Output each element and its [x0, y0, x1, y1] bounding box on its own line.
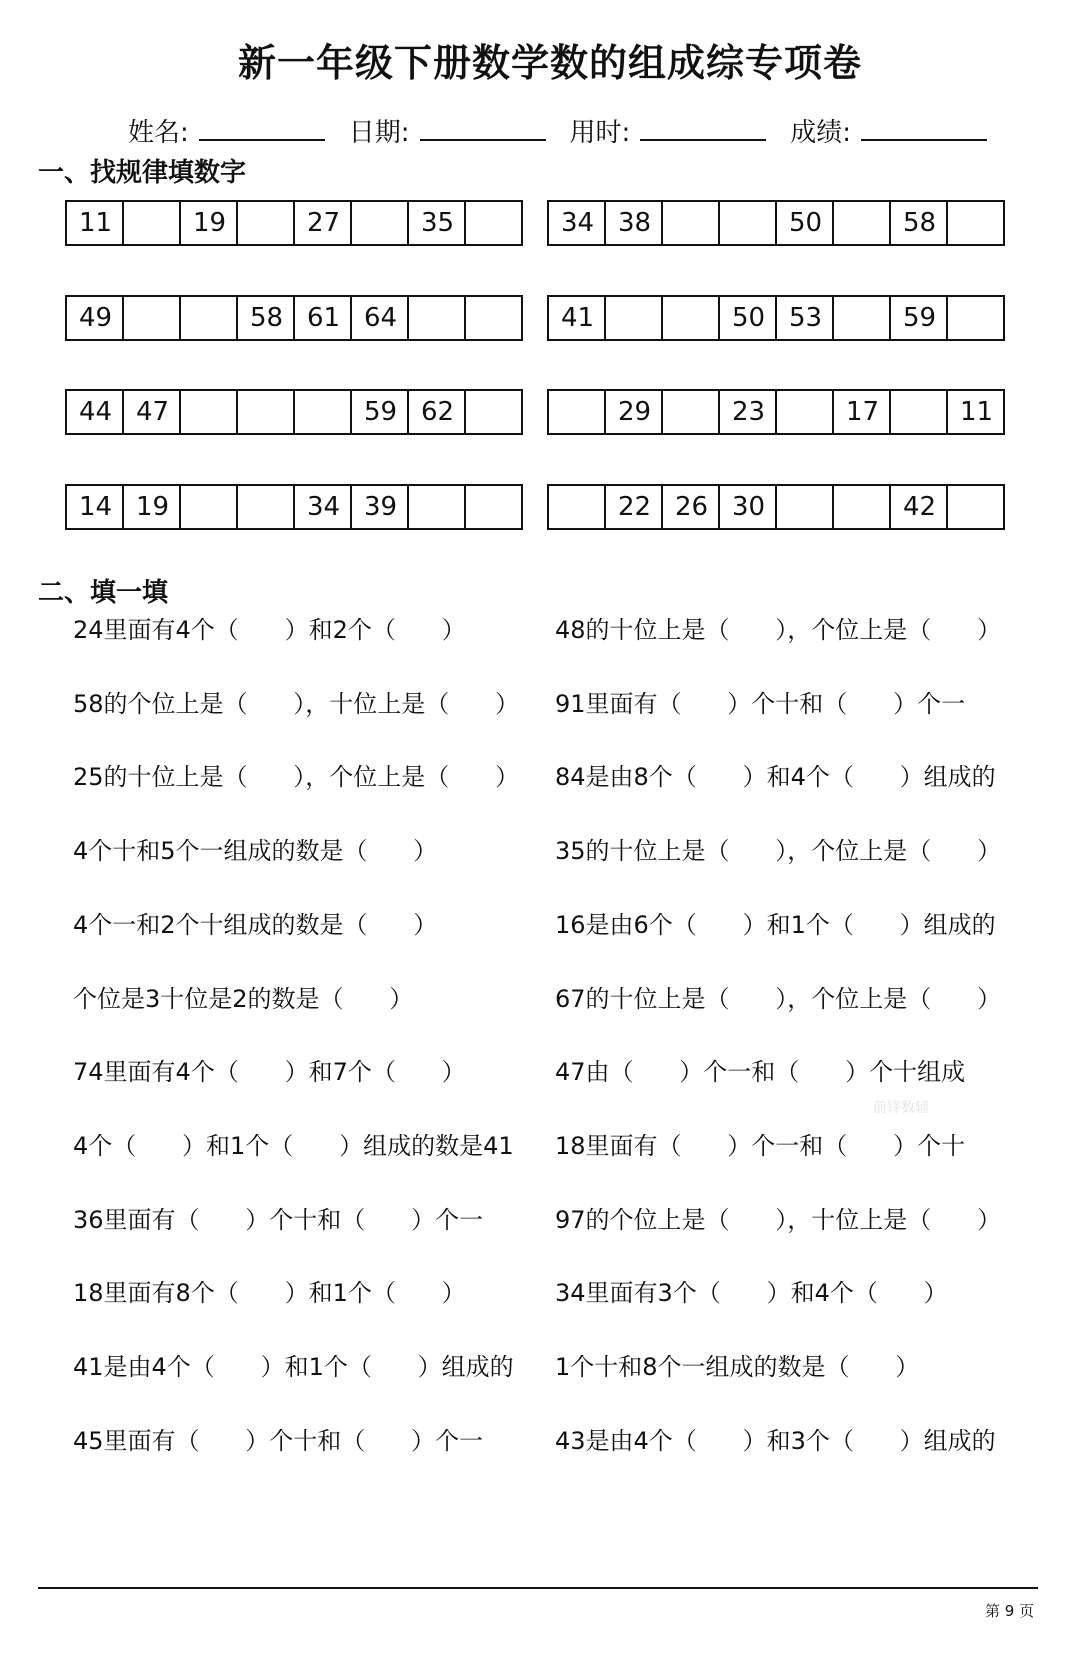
sequence-cell: 59 — [352, 391, 409, 433]
question-item: 25的十位上是（ ），个位上是（ ） — [73, 763, 520, 791]
date-blank[interactable] — [420, 115, 546, 141]
question-item: 36里面有（ ）个十和（ ）个一 — [73, 1206, 484, 1234]
sequence-blank-cell[interactable] — [181, 391, 238, 433]
question-item: 24里面有4个（ ）和2个（ ） — [73, 616, 466, 644]
sequence-cell: 23 — [720, 391, 777, 433]
footer-divider — [38, 1587, 1038, 1589]
sequence-blank-cell[interactable] — [181, 297, 238, 339]
page-number: 第 9 页 — [985, 1602, 1035, 1620]
sequence-cell: 50 — [777, 202, 834, 244]
sequence-blank-cell[interactable] — [891, 391, 948, 433]
sequence-row — [547, 295, 1005, 341]
sequence-cell: 39 — [352, 486, 409, 528]
sequence-cell: 64 — [352, 297, 409, 339]
sequence-cell: 27 — [295, 202, 352, 244]
sequence-row — [547, 484, 1005, 530]
sequence-cell: 14 — [67, 486, 124, 528]
sequence-blank-cell[interactable] — [124, 202, 181, 244]
question-item: 35的十位上是（ ），个位上是（ ） — [555, 837, 1002, 865]
sequence-blank-cell[interactable] — [777, 486, 834, 528]
sequence-cell: 49 — [67, 297, 124, 339]
student-info — [128, 112, 997, 149]
sequence-blank-cell[interactable] — [834, 297, 891, 339]
question-item: 58的个位上是（ ），十位上是（ ） — [73, 690, 520, 718]
sequence-cell: 42 — [891, 486, 948, 528]
score-blank[interactable] — [861, 115, 987, 141]
sequence-blank-cell[interactable] — [834, 202, 891, 244]
question-item: 18里面有8个（ ）和1个（ ） — [73, 1279, 466, 1307]
sequence-cell: 47 — [124, 391, 181, 433]
sequence-cell: 11 — [960, 397, 994, 427]
time-label: 用时: — [569, 118, 631, 148]
name-label: 姓名: — [128, 118, 189, 148]
question-item: 91里面有（ ）个十和（ ）个一 — [555, 690, 966, 718]
sequence-cell: 41 — [549, 297, 606, 339]
sequence-row — [65, 295, 523, 341]
question-item: 41是由4个（ ）和1个（ ）组成的 — [73, 1353, 514, 1381]
sequence-cell: 34 — [295, 486, 352, 528]
question-item: 74里面有4个（ ）和7个（ ） — [73, 1058, 466, 1086]
time-field — [570, 112, 767, 149]
time-blank[interactable] — [640, 115, 766, 141]
sequence-blank-cell[interactable] — [549, 486, 606, 528]
sequence-blank-cell[interactable] — [466, 202, 521, 244]
sequence-blank-cell[interactable] — [549, 391, 606, 433]
question-item: 43是由4个（ ）和3个（ ）组成的 — [555, 1427, 996, 1455]
sequence-blank-cell[interactable] — [181, 486, 238, 528]
sequence-row — [65, 389, 523, 435]
question-item: 67的十位上是（ ），个位上是（ ） — [555, 985, 1002, 1013]
question-item: 45里面有（ ）个十和（ ）个一 — [73, 1427, 484, 1455]
date-field — [349, 112, 546, 149]
sequence-blank-cell[interactable] — [238, 202, 295, 244]
question-item: 4个一和2个十组成的数是（ ） — [73, 911, 438, 939]
sequence-row — [547, 200, 1005, 246]
sequence-cell: 34 — [549, 202, 606, 244]
question-item: 18里面有（ ）个一和（ ）个十 — [555, 1132, 966, 1160]
sequence-blank-cell[interactable] — [238, 391, 295, 433]
sequence-blank-cell[interactable] — [238, 486, 295, 528]
sequence-blank-cell[interactable] — [663, 391, 720, 433]
name-field — [128, 112, 325, 149]
sequence-row — [547, 389, 1005, 435]
watermark: 前锋数辅 — [873, 1100, 929, 1116]
sequence-blank-cell[interactable] — [834, 486, 891, 528]
sequence-cell: 44 — [67, 391, 124, 433]
question-item: 1个十和8个一组成的数是（ ） — [555, 1353, 920, 1381]
sequence-blank-cell[interactable] — [409, 486, 466, 528]
sequence-cell: 17 — [834, 391, 891, 433]
section-heading-fill: 二、填一填 — [38, 578, 169, 608]
sequence-cell: 58 — [891, 202, 948, 244]
sequence-row — [65, 484, 523, 530]
sequence-cell: 35 — [409, 202, 466, 244]
sequence-blank-cell[interactable] — [466, 297, 521, 339]
sequence-blank-cell[interactable] — [352, 202, 409, 244]
sequence-blank-cell[interactable] — [124, 297, 181, 339]
section-heading-patterns: 一、找规律填数字 — [38, 158, 247, 188]
sequence-row — [65, 200, 523, 246]
sequence-cell: 30 — [720, 486, 777, 528]
question-item: 84是由8个（ ）和4个（ ）组成的 — [555, 763, 996, 791]
name-blank[interactable] — [199, 115, 325, 141]
question-item: 97的个位上是（ ），十位上是（ ） — [555, 1206, 1002, 1234]
sequence-cell: 59 — [891, 297, 948, 339]
sequence-blank-cell[interactable] — [466, 391, 521, 433]
sequence-cell: 50 — [720, 297, 777, 339]
sequence-cell: 62 — [409, 391, 466, 433]
question-item: 48的十位上是（ ），个位上是（ ） — [555, 616, 1002, 644]
sequence-cell: 29 — [606, 391, 663, 433]
question-item: 个位是3十位是2的数是（ ） — [73, 985, 414, 1013]
sequence-blank-cell[interactable] — [606, 297, 663, 339]
question-item: 34里面有3个（ ）和4个（ ） — [555, 1279, 948, 1307]
question-item: 4个十和5个一组成的数是（ ） — [73, 837, 438, 865]
sequence-cell: 22 — [606, 486, 663, 528]
sequence-blank-cell[interactable] — [409, 297, 466, 339]
sequence-blank-cell[interactable] — [948, 486, 1003, 528]
question-item: 4个（ ）和1个（ ）组成的数是41 — [73, 1132, 514, 1160]
sequence-cell: 58 — [238, 297, 295, 339]
sequence-blank-cell[interactable] — [663, 202, 720, 244]
score-label: 成绩: — [790, 118, 852, 148]
sequence-blank-cell[interactable] — [720, 202, 777, 244]
sequence-cell: 26 — [663, 486, 720, 528]
sequence-cell: 38 — [606, 202, 663, 244]
sequence-blank-cell[interactable] — [948, 297, 1003, 339]
question-item: 16是由6个（ ）和1个（ ）组成的 — [555, 911, 996, 939]
sequence-blank-cell[interactable] — [663, 297, 720, 339]
sequence-cell: 11 — [67, 202, 124, 244]
sequence-blank-cell[interactable] — [777, 391, 834, 433]
date-label: 日期: — [348, 118, 410, 148]
score-field — [790, 112, 987, 149]
sequence-cell: 19 — [181, 202, 238, 244]
question-item: 47由（ ）个一和（ ）个十组成 — [555, 1058, 966, 1086]
sequence-cell: 19 — [124, 486, 181, 528]
sequence-blank-cell[interactable] — [948, 202, 1003, 244]
page-title: 新一年级下册数学数的组成综专项卷 — [237, 41, 862, 85]
sequence-blank-cell[interactable] — [466, 486, 521, 528]
sequence-cell: 53 — [777, 297, 834, 339]
sequence-cell: 61 — [295, 297, 352, 339]
sequence-blank-cell[interactable] — [295, 391, 352, 433]
